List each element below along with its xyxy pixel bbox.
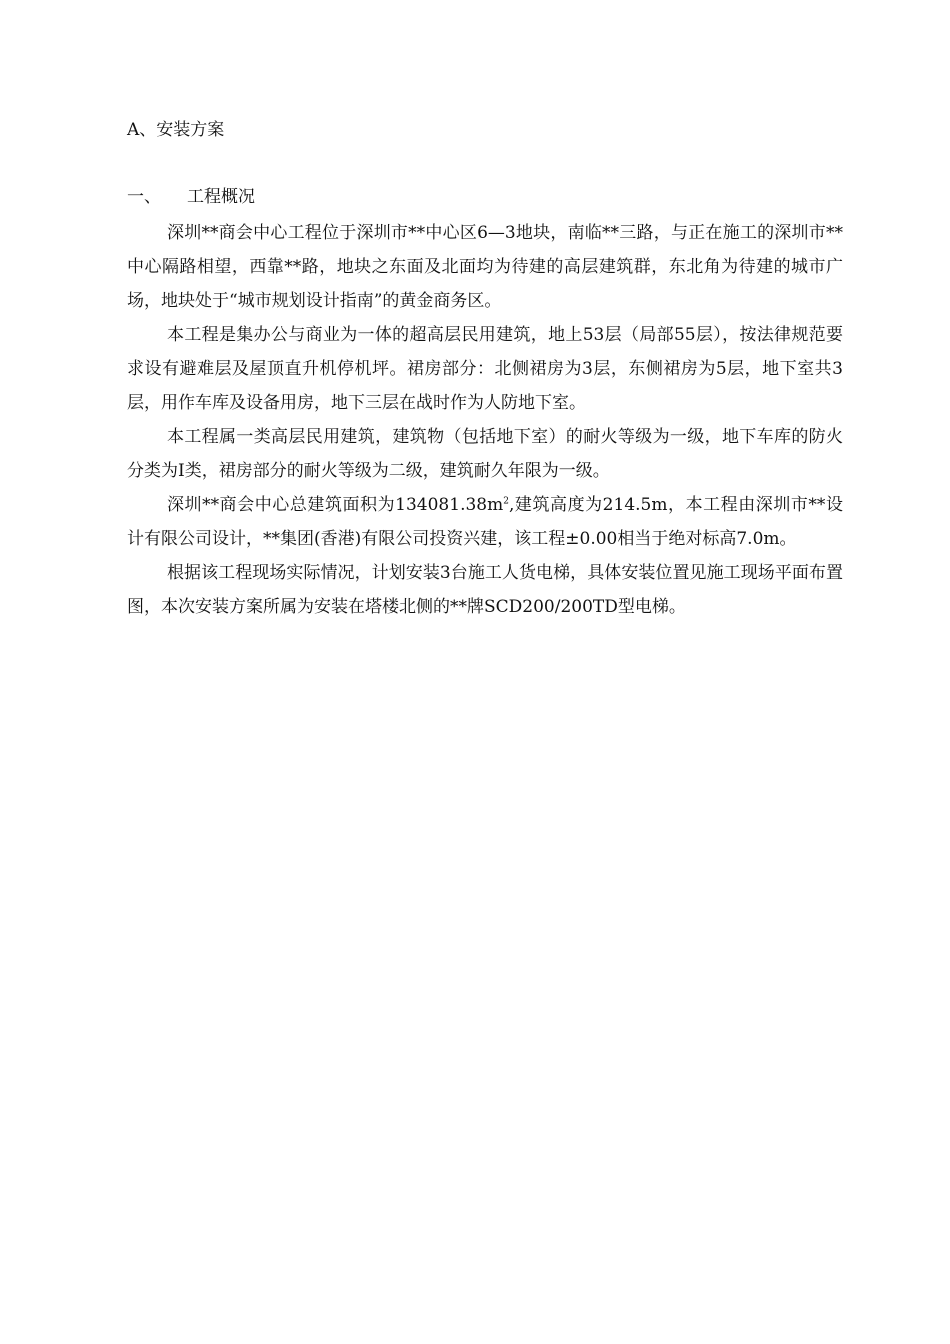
paragraph-building-scale: 本工程是集办公与商业为一体的超高层民用建筑，地上53层（局部55层），按法律规范要求设有避难层及屋顶直升机停机坪。裙房部分：北侧裙房为3层，东侧裙房为5层，地下室共3层，用作车库及设备用房，地下三层在战时作为人防地下室。: [127, 325, 843, 413]
section-title: 工程概况: [187, 187, 255, 207]
paragraph-elevator-plan: 根据该工程现场实际情况，计划安装3台施工人货电梯，具体安装位置见施工现场平面布置图，本次安装方案所属为安装在塔楼北侧的**牌SCD200/200TD型电梯。: [127, 563, 843, 617]
document-body: [127, 216, 843, 624]
paragraph-location: 深圳**商会中心工程位于深圳市**中心区6—3地块，南临**三路，与正在施工的深圳市**中心隔路相望，西靠**路，地块之东面及北面均为待建的高层建筑群，东北角为待建的城市广场，地块处于“城市规划设计指南”的黄金商务区。: [127, 223, 843, 311]
area-superscript: 2: [503, 496, 509, 507]
area-text-after: ,建筑高度为214.5m，本工程由深圳市**设计有限公司设计，**集团(香港)有限公司投资兴建，该工程±0.00相当于绝对标高7.0m。: [127, 495, 843, 549]
area-text-before: 深圳**商会中心总建筑面积为134081.38m: [167, 495, 504, 515]
section-heading: [127, 185, 255, 209]
document-title: A、安装方案: [127, 120, 225, 140]
paragraph-fire-rating: 本工程属一类高层民用建筑，建筑物（包括地下室）的耐火等级为一级，地下车库的防火分类为Ⅰ类，裙房部分的耐火等级为二级，建筑耐久年限为一级。: [127, 427, 843, 481]
section-number: 一、: [127, 187, 161, 207]
paragraph-area: [127, 488, 843, 556]
